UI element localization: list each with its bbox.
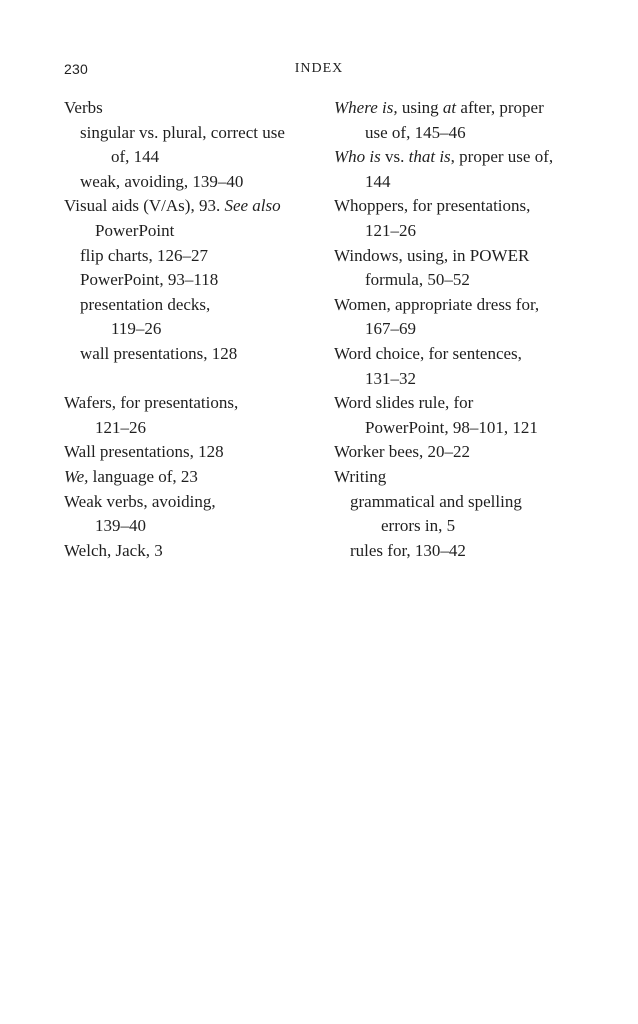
entry-text: Visual aids (V/As), 93.: [64, 196, 225, 216]
index-entry: [64, 194, 326, 219]
index-column-left: [64, 96, 326, 563]
page-number: 230: [64, 61, 88, 77]
index-continuation: 139–40: [95, 516, 146, 536]
index-continuation: 144: [365, 171, 391, 191]
index-continuation: 121–26: [365, 220, 416, 240]
index-continuation: use of, 145–46: [365, 122, 466, 142]
see-also-reference: See also: [224, 196, 281, 216]
running-head: INDEX: [294, 61, 344, 76]
index-column-right: [334, 96, 606, 563]
index-subentry: weak, avoiding, 139–40: [80, 171, 244, 191]
entry-text: language of, 23: [88, 466, 198, 486]
index-entry: Wafers, for presentations,: [64, 393, 239, 413]
index-continuation: 121–26: [95, 417, 146, 437]
entry-text: using: [397, 98, 443, 117]
index-continuation: PowerPoint, 98–101, 121: [365, 417, 538, 437]
index-entry: Word slides rule, for: [334, 393, 474, 413]
index-subentry: grammatical and spelling: [350, 491, 522, 511]
index-continuation: 131–32: [365, 368, 416, 388]
entry-text: after, proper: [456, 98, 544, 117]
index-subentry: rules for, 130–42: [350, 540, 466, 560]
entry-term-italic: at: [442, 98, 457, 117]
index-continuation: of, 144: [111, 147, 160, 167]
entry-term-italic: that is: [408, 147, 451, 167]
index-continuation: 119–26: [111, 319, 162, 339]
index-continuation: formula, 50–52: [365, 270, 470, 290]
index-entry: Worker bees, 20–22: [334, 442, 471, 462]
index-entry: Word choice, for sentences,: [334, 343, 522, 363]
index-subentry: flip charts, 126–27: [80, 245, 208, 265]
index-entry: [64, 465, 326, 490]
index-entry: Welch, Jack, 3: [64, 540, 163, 560]
entry-term-italic: Who is: [334, 147, 381, 167]
entry-text: , proper use of,: [450, 147, 554, 167]
section-gap: [64, 367, 326, 392]
entry-text: vs.: [380, 147, 409, 167]
index-entry: Windows, using, in POWER: [334, 245, 530, 265]
index-subentry: singular vs. plural, correct use: [80, 122, 285, 142]
index-entry: Wall presentations, 128: [64, 442, 224, 462]
entry-term-italic: Where is,: [334, 98, 398, 117]
index-entry: Verbs: [64, 98, 103, 117]
entry-term-italic: We,: [64, 466, 89, 486]
index-continuation: errors in, 5: [381, 516, 456, 536]
index-entry: [334, 145, 606, 170]
index-entry: Weak verbs, avoiding,: [64, 491, 216, 511]
index-entry: Women, appropriate dress for,: [334, 294, 540, 314]
index-subentry: presentation decks,: [80, 294, 211, 314]
index-subentry: PowerPoint, 93–118: [80, 270, 219, 290]
index-continuation: PowerPoint: [95, 220, 175, 240]
index-entry: Writing: [334, 466, 387, 486]
index-continuation: 167–69: [365, 319, 416, 339]
index-entry: [334, 96, 606, 121]
index-entry: Whoppers, for presentations,: [334, 196, 531, 216]
index-subentry: wall presentations, 128: [80, 343, 238, 363]
